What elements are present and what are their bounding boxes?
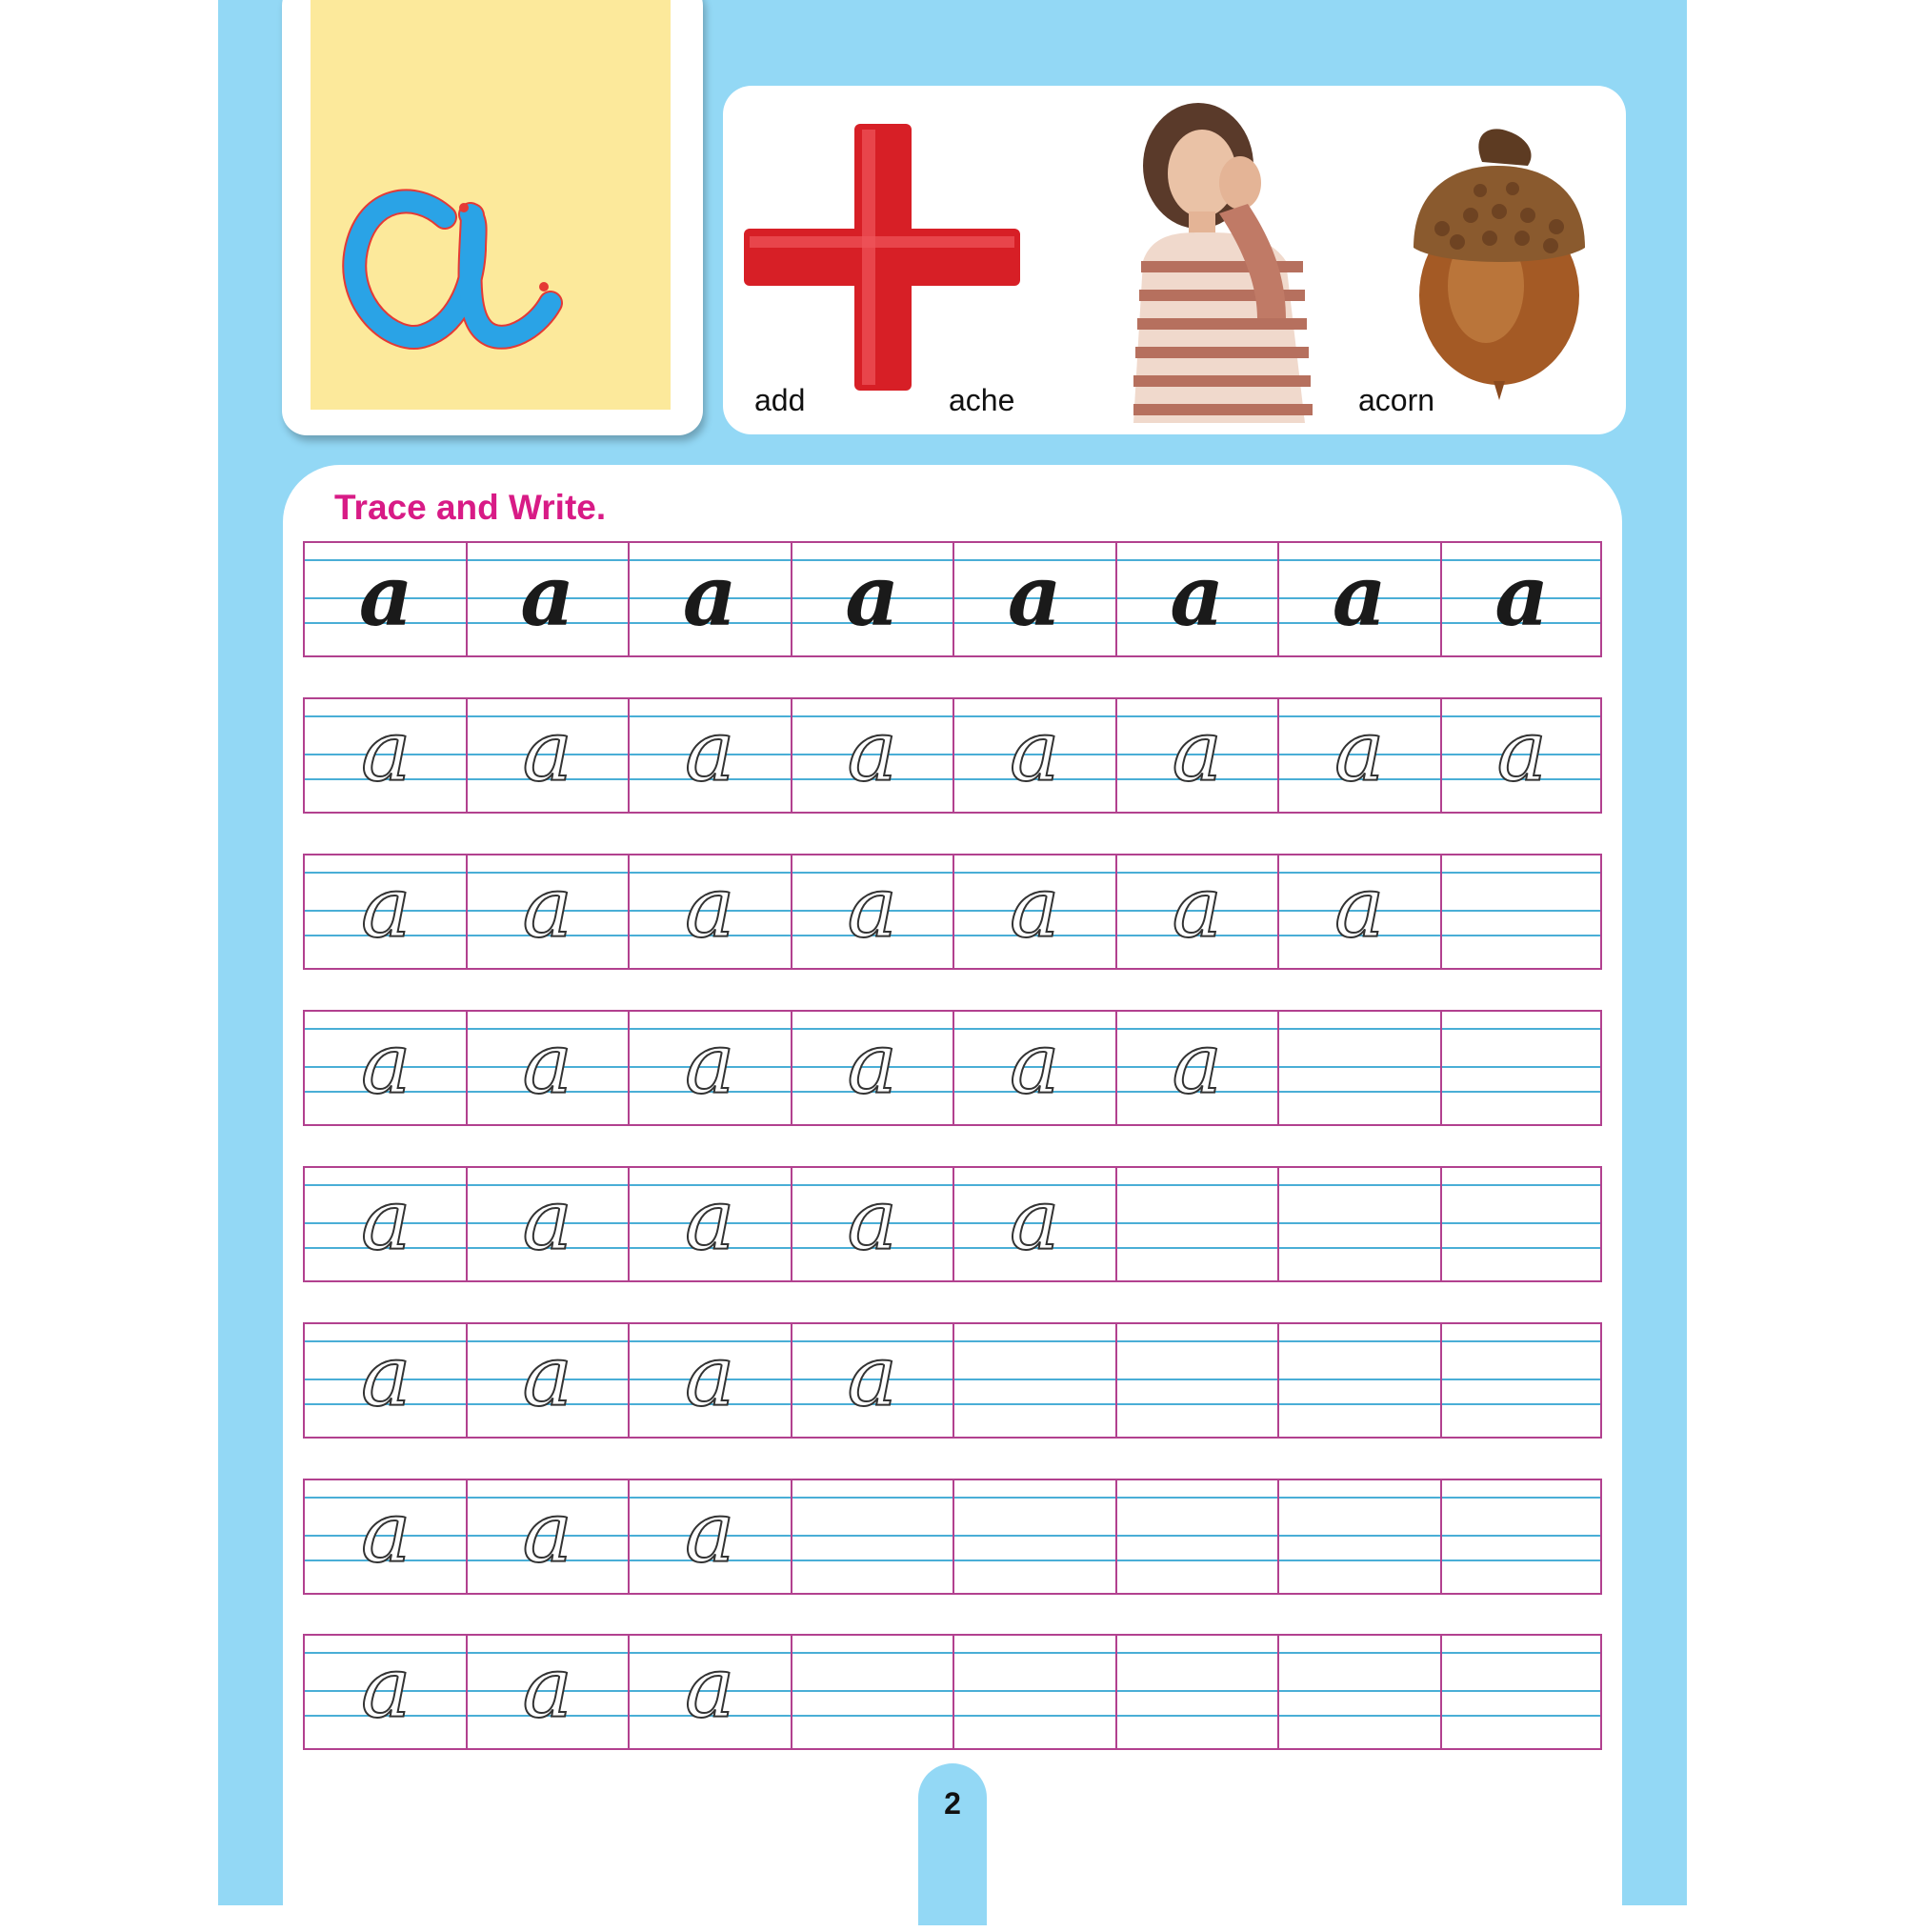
trace-letter: a [1334,702,1385,800]
instruction-heading: Trace and Write. [334,488,607,527]
trace-letter: a [685,1015,735,1113]
tracing-cell[interactable] [628,1480,791,1593]
tracing-cell[interactable] [466,1012,629,1124]
tracing-cell[interactable] [1440,1480,1603,1593]
tracing-cell[interactable] [1277,1012,1440,1124]
tracing-cell[interactable] [1115,1012,1278,1124]
trace-letter: a [361,1015,411,1113]
word-label-add: add [754,383,806,417]
trace-letter: a [361,702,411,800]
trace-letter: a [361,1483,411,1581]
tracing-cell[interactable] [305,543,468,655]
tracing-cell[interactable] [305,855,468,968]
trace-letter: a [847,1171,897,1269]
tracing-cell[interactable] [1277,543,1440,655]
trace-letter: a [522,702,572,800]
trace-letter: a [361,1327,411,1425]
model-letter: a [1170,546,1225,645]
tracing-cell[interactable] [1440,1636,1603,1748]
tracing-cell[interactable] [1115,855,1278,968]
trace-letter: a [1334,858,1385,956]
tracing-cell[interactable] [628,543,791,655]
trace-letter: a [847,702,897,800]
tracing-cell[interactable] [952,699,1115,812]
tracing-cell[interactable] [791,1324,953,1437]
letter-card-background [311,0,671,410]
tracing-row [303,1479,1602,1595]
trace-letter: a [847,858,897,956]
tracing-cell[interactable] [1115,1168,1278,1280]
trace-letter: a [1172,1015,1222,1113]
tracing-cell[interactable] [1277,1636,1440,1748]
model-letter: a [520,546,575,645]
trace-letter: a [1010,702,1060,800]
tracing-cell[interactable] [791,543,953,655]
model-letter: a [1007,546,1062,645]
tracing-cell[interactable] [1277,1168,1440,1280]
tracing-cell[interactable] [791,1168,953,1280]
trace-letter: a [522,1171,572,1269]
tracing-cell[interactable] [791,1480,953,1593]
letter-a-stroke-guide-icon [311,0,671,410]
tracing-row [303,1322,1602,1439]
tracing-cell[interactable] [305,699,468,812]
tracing-cell[interactable] [1115,1480,1278,1593]
trace-letter: a [522,1327,572,1425]
word-label-ache: ache [949,383,1015,417]
tracing-cell[interactable] [1115,699,1278,812]
tracing-cell[interactable] [1277,855,1440,968]
tracing-cell[interactable] [952,1324,1115,1437]
tracing-cell[interactable] [628,1168,791,1280]
trace-letter: a [1010,1015,1060,1113]
trace-letter: a [1496,702,1547,800]
acorn-photo [1394,124,1594,400]
tracing-cell[interactable] [628,855,791,968]
tracing-cell[interactable] [1277,1480,1440,1593]
trace-letter: a [522,858,572,956]
tracing-cell[interactable] [466,1636,629,1748]
tracing-cell[interactable] [628,1636,791,1748]
tracing-row [303,854,1602,970]
tracing-cell[interactable] [1440,699,1603,812]
tracing-cell[interactable] [1440,1012,1603,1124]
trace-letter: a [847,1015,897,1113]
tracing-cell[interactable] [1115,1324,1278,1437]
tracing-cell[interactable] [952,1480,1115,1593]
trace-letter: a [1010,1171,1060,1269]
plus-sign-icon [744,124,1020,391]
tracing-cell[interactable] [466,855,629,968]
tracing-cell[interactable] [952,543,1115,655]
tracing-cell[interactable] [1277,1324,1440,1437]
trace-letter: a [685,1171,735,1269]
tracing-cell[interactable] [952,1168,1115,1280]
woman-with-earache-photo [1114,99,1314,423]
tracing-cell[interactable] [952,1012,1115,1124]
tracing-cell[interactable] [791,855,953,968]
tracing-row [303,541,1602,657]
tracing-row [303,1166,1602,1282]
tracing-row [303,1010,1602,1126]
tracing-cell[interactable] [305,1480,468,1593]
words-card [723,86,1626,434]
tracing-cell[interactable] [305,1636,468,1748]
tracing-cell[interactable] [466,1168,629,1280]
tracing-cell[interactable] [466,543,629,655]
tracing-row [303,1634,1602,1750]
trace-letter: a [361,858,411,956]
model-letter: a [1494,546,1550,645]
tracing-cell[interactable] [791,1012,953,1124]
trace-letter: a [361,1171,411,1269]
model-letter: a [1332,546,1387,645]
trace-letter: a [522,1483,572,1581]
tracing-cell[interactable] [628,699,791,812]
trace-letter: a [685,1483,735,1581]
tracing-cell[interactable] [628,1324,791,1437]
tracing-cell[interactable] [1277,699,1440,812]
tracing-cell[interactable] [1440,855,1603,968]
tracing-cell[interactable] [1440,1168,1603,1280]
trace-letter: a [522,1015,572,1113]
page-number: 2 [944,1786,961,1821]
tracing-cell[interactable] [628,1012,791,1124]
trace-letter: a [1172,702,1222,800]
model-letter: a [845,546,900,645]
trace-letter: a [1172,858,1222,956]
tracing-cell[interactable] [305,1324,468,1437]
tracing-row [303,697,1602,814]
word-label-acorn: acorn [1358,383,1435,417]
tracing-cell[interactable] [466,1324,629,1437]
tracing-cell[interactable] [791,699,953,812]
trace-letter: a [685,702,735,800]
trace-letter: a [685,1327,735,1425]
tracing-cell[interactable] [1440,543,1603,655]
tracing-cell[interactable] [466,1480,629,1593]
tracing-cell[interactable] [791,1636,953,1748]
tracing-cell[interactable] [952,1636,1115,1748]
tracing-cell[interactable] [305,1012,468,1124]
trace-letter: a [685,858,735,956]
letter-card [282,0,703,435]
tracing-cell[interactable] [305,1168,468,1280]
trace-letter: a [1010,858,1060,956]
trace-letter: a [685,1639,735,1737]
page-number-tab [918,1763,987,1925]
model-letter: a [358,546,413,645]
trace-letter: a [361,1639,411,1737]
tracing-cell[interactable] [1440,1324,1603,1437]
tracing-cell[interactable] [1115,1636,1278,1748]
tracing-cell[interactable] [1115,543,1278,655]
model-letter: a [682,546,737,645]
tracing-cell[interactable] [952,855,1115,968]
tracing-cell[interactable] [466,699,629,812]
trace-letter: a [522,1639,572,1737]
trace-letter: a [847,1327,897,1425]
